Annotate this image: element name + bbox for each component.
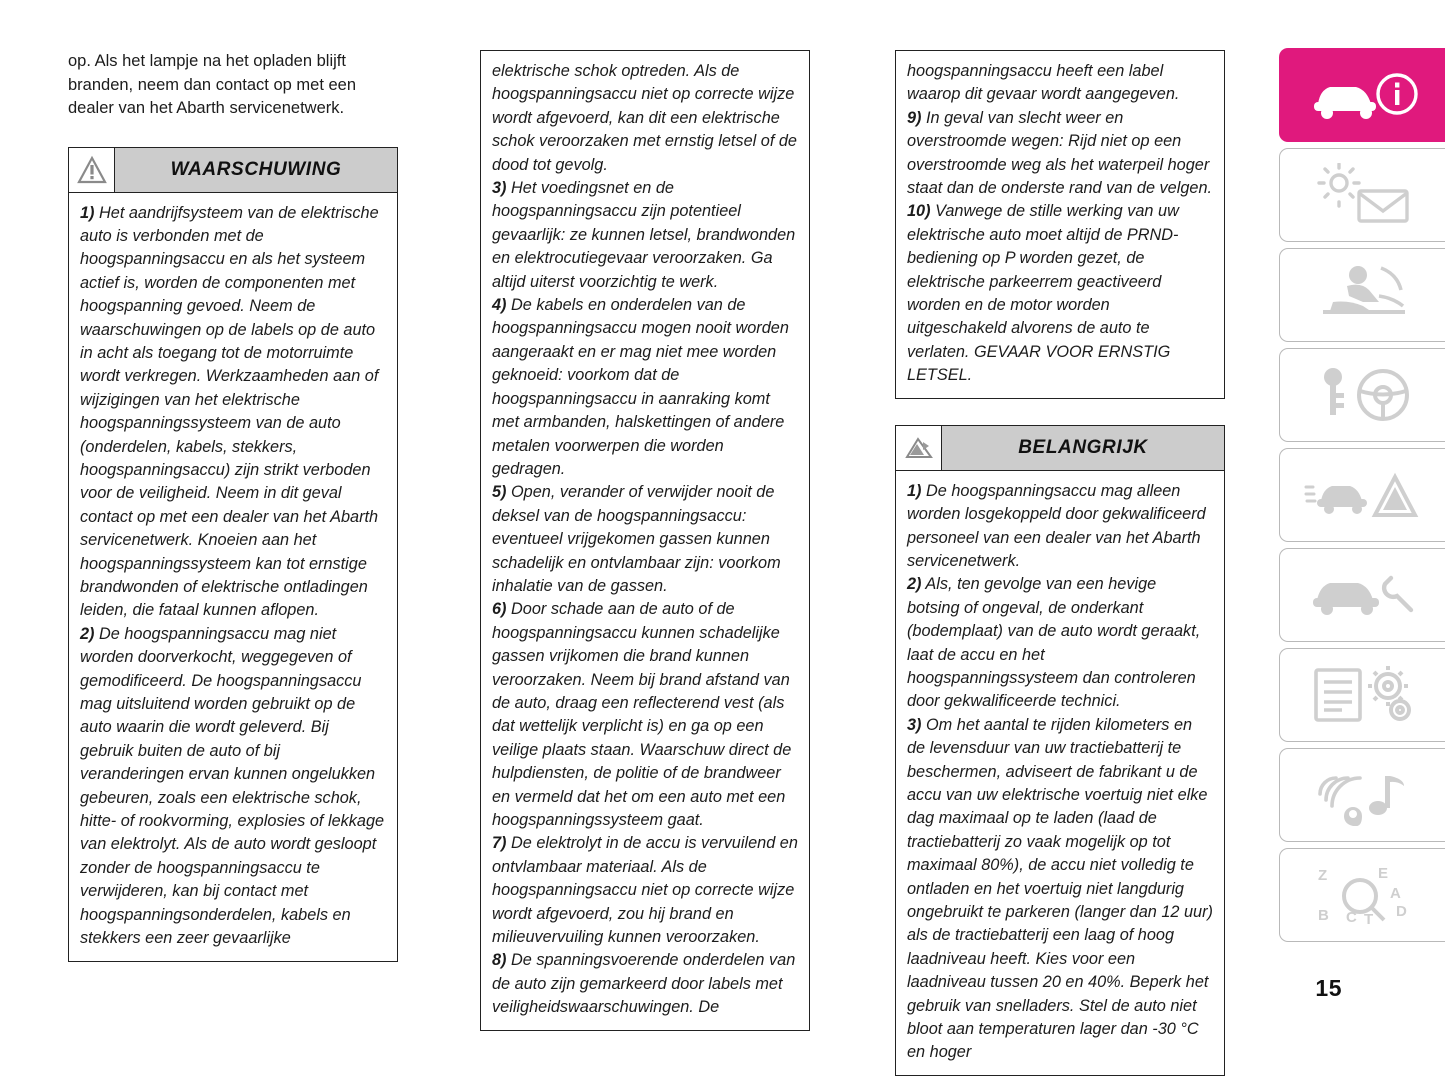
svg-text:B: B xyxy=(1317,907,1329,924)
item-text: Het aandrijfsysteem van de elektrische auto is verbonden met de hoogspanningsaccu en als het systeem actief is, worden de componenten met hoogspanning gevoed. Neem de waarschuwingen op de labels op de auto in acht als toegang tot de motorruimte wordt verkregen. Werkzaamheden aan of wijzigingen van het elektrische hoogspanningssysteem van de auto (onderdelen, kabels, stekkers, hoogspanningsaccu) zijn strikt verboden voor de veiligheid. Neem in dit geval contact op met een dealer van het Abarth servicenetwerk. Knoeien aan het hoogspanningssysteem kan tot ernstige brandwonden of elektrische ontladingen leiden, die fataal kunnen aflopen. xyxy=(80,203,379,620)
item-number: 1) xyxy=(80,203,95,222)
item-text: De hoogspanningsaccu mag alleen worden losgekoppeld door gekwalificeerd personeel van een dealer van het Abarth servicenetwerk. xyxy=(907,481,1206,570)
item-number: 8) xyxy=(492,951,507,970)
intro-paragraph: op. Als het lampje na het opladen blijft branden, neem dan contact op met een dealer van het Abarth servicenetwerk. xyxy=(68,52,357,117)
item-text: De kabels en onderdelen van de hoogspanningsaccu mogen nooit worden aangeraakt en er mag niet mee worden geknoeid: voorkom dat de hoogspanningsaccu in aanraking komt met armbanden, halskettingen of andere metalen voorwerpen die worden gedragen. xyxy=(492,296,789,478)
warning-triangle-icon xyxy=(69,148,115,192)
callout-item xyxy=(907,714,1213,1065)
callout-item xyxy=(492,598,798,832)
tab-multimedia[interactable] xyxy=(1279,748,1445,842)
callout-item xyxy=(492,949,798,1019)
item-text: In geval van slecht weer en overstroomde wegen: Rijd niet op een overstroomde weg als het waterpeil hoger staat dan de onderste rand van de velgen. xyxy=(907,108,1213,198)
tab-lights-wipers[interactable] xyxy=(1279,148,1445,242)
item-number: 4) xyxy=(492,296,507,315)
item-number: 9) xyxy=(907,108,922,127)
svg-text:Z: Z xyxy=(1317,867,1327,884)
important-callout-title: BELANGRIJK xyxy=(942,426,1224,470)
item-number: 7) xyxy=(492,834,507,853)
svg-text:T: T xyxy=(1363,911,1373,926)
item-number: 5) xyxy=(492,483,507,502)
item-text: hoogspanningsaccu heeft een label waarop dit gevaar wordt aangegeven. xyxy=(907,62,1180,104)
tab-emergency[interactable] xyxy=(1279,448,1445,542)
item-number: 2) xyxy=(907,575,922,594)
page-number: 15 xyxy=(1315,975,1342,1001)
warning-callout-header xyxy=(68,147,398,193)
warning-callout-continued-2 xyxy=(895,50,1225,399)
callout-item xyxy=(492,294,798,481)
warning-callout-continued xyxy=(480,50,810,1031)
tab-technical-specs[interactable] xyxy=(1279,648,1445,742)
tab-dashboard-info[interactable] xyxy=(1279,48,1445,142)
tab-index[interactable] xyxy=(1279,848,1445,942)
item-text: Door schade aan de auto of de hoogspanningsaccu kunnen schadelijke gassen vrijkomen die brand kunnen veroorzaken. Neem bij brand afstand van de auto, draag een reflecterend vest (als dat wettelijk verplicht is) en ga op een veilige plaats staan. Waarschuw direct de hulpdiensten, de politie of de brandweer en vermeld dat het om een auto met een hoogspanningssysteem gaat. xyxy=(492,600,792,829)
callout-item xyxy=(492,60,798,177)
item-number: 3) xyxy=(907,715,922,734)
item-number: 3) xyxy=(492,179,507,198)
item-number: 6) xyxy=(492,600,507,619)
callout-item xyxy=(492,177,798,294)
tab-maintenance[interactable] xyxy=(1279,548,1445,642)
important-icon xyxy=(896,426,942,470)
callout-item xyxy=(907,480,1213,574)
callout-item xyxy=(907,200,1213,387)
callout-item xyxy=(80,202,386,623)
callout-item xyxy=(492,832,798,949)
text-column-3 xyxy=(895,50,1225,1076)
callout-item xyxy=(907,573,1213,713)
warning-callout-title: WAARSCHUWING xyxy=(115,148,397,192)
item-text: Het voedingsnet en de hoogspanningsaccu zijn potentieel gevaarlijk: ze kunnen letsel, brandwonden en elektrocutiegevaar veroorzaken. Ga altijd uiterst voorzichtig te werk. xyxy=(492,179,796,291)
item-text: Als, ten gevolge van een hevige botsing of ongeval, de onderkant (bodemplaat) van de auto wordt geraakt, laat de accu en het hoogspanningssysteem dan controleren door gekwalificeerde technici. xyxy=(907,575,1201,711)
item-text: elektrische schok optreden. Als de hoogspanningsaccu niet op correcte wijze wordt afgevoerd, kan dit een elektrische schok veroorzaken met ernstig letsel of de dood tot gevolg. xyxy=(492,62,797,174)
callout-item xyxy=(492,481,798,598)
spec-list-gear-icon xyxy=(1304,664,1422,726)
item-number: 10) xyxy=(907,202,931,221)
callout-item xyxy=(80,623,386,951)
tab-starting-driving[interactable] xyxy=(1279,348,1445,442)
media-music-icon xyxy=(1304,764,1422,826)
warning-callout xyxy=(68,147,398,962)
car-info-icon xyxy=(1304,64,1422,126)
warning-callout-body xyxy=(68,193,398,962)
svg-text:D: D xyxy=(1395,903,1407,920)
item-number: 1) xyxy=(907,481,922,500)
important-callout xyxy=(895,425,1225,1076)
item-number: 2) xyxy=(80,624,95,643)
svg-text:E: E xyxy=(1377,865,1388,882)
chapter-tab-rail xyxy=(1279,48,1445,948)
key-steering-icon xyxy=(1303,363,1423,427)
item-text: De elektrolyt in de accu is vervuilend en ontvlambaar materiaal. Als de hoogspanningsaccu niet op correcte wijze wordt afgevoerd, zou hij brand en milieuvervuiling kunnen veroorzaken. xyxy=(492,834,798,947)
callout-item xyxy=(907,107,1213,201)
item-text: De hoogspanningsaccu mag niet worden doorverkocht, weggegeven of gemodificeerd. De hoogspanningsaccu mag uitsluitend worden gebruikt op de auto waarin die wordt geleverd. Bij gebruik buiten de auto of bij veranderingen ervan kunnen ongelukken gebeuren, zoals een elektrische schok, hitte- of rookvorming, explosies of lekkage van elektrolyt. Als de auto wordt gesloopt zonder de hoogspanningsaccu te verwijderen, kan bij contact met hoogspanningsonderdelen, kabels en stekkers een zeer gevaarlijke xyxy=(80,624,385,948)
callout-item xyxy=(907,60,1213,107)
warning-triangle-car-icon xyxy=(1303,463,1423,527)
item-text: Vanwege de stille werking van uw elektrische auto moet altijd de PRND-bediening op P worden gezet, de elektrische parkeerrem geactiveerd worden en de motor worden uitgeschakeld alvorens de auto te verlaten. GEVAAR VOOR ERNSTIG LETSEL. xyxy=(907,202,1179,385)
item-text: Om het aantal te rijden kilometers en de levensduur van uw tractiebatterij te beschermen, adviseert de fabrikant u de accu van uw elektrische voertuig niet elke dag maximaal op te laden (laad de tractiebatterij zo vaak mogelijk op tot maximaal 80%), de accu niet volledig te ontladen en het voertuig niet langdurig ongebruikt te parkeren (langer dan 12 uur) als de tractiebatterij een laag of hoog laadniveau heeft. Kies voor een laadniveau tussen 20 en 40%. Beperk het gebruik van snelladers. Stel de auto niet bloot aan temperaturen lager dan -30 °C en hoger xyxy=(907,715,1213,1062)
svg-text:C: C xyxy=(1345,909,1357,926)
svg-text:A: A xyxy=(1389,885,1401,902)
seatbelt-airbag-icon xyxy=(1303,262,1423,328)
important-callout-body xyxy=(895,471,1225,1076)
important-callout-header xyxy=(895,425,1225,471)
text-column-1 xyxy=(68,50,398,962)
alphabetical-index-icon xyxy=(1304,864,1422,926)
item-text: De spanningsvoerende onderdelen van de auto zijn gemarkeerd door labels met veiligheidswaarschuwingen. De xyxy=(492,951,796,1017)
tab-safety[interactable] xyxy=(1279,248,1445,342)
lights-mail-icon xyxy=(1303,163,1423,227)
car-wrench-icon xyxy=(1303,564,1423,626)
text-column-2 xyxy=(480,50,810,1031)
item-text: Open, verander of verwijder nooit de deksel van de hoogspanningsaccu: eventueel vrijgekomen gassen kunnen schadelijk en ontvlambaar zijn: voorkom inhalatie van de gassen. xyxy=(492,483,781,595)
